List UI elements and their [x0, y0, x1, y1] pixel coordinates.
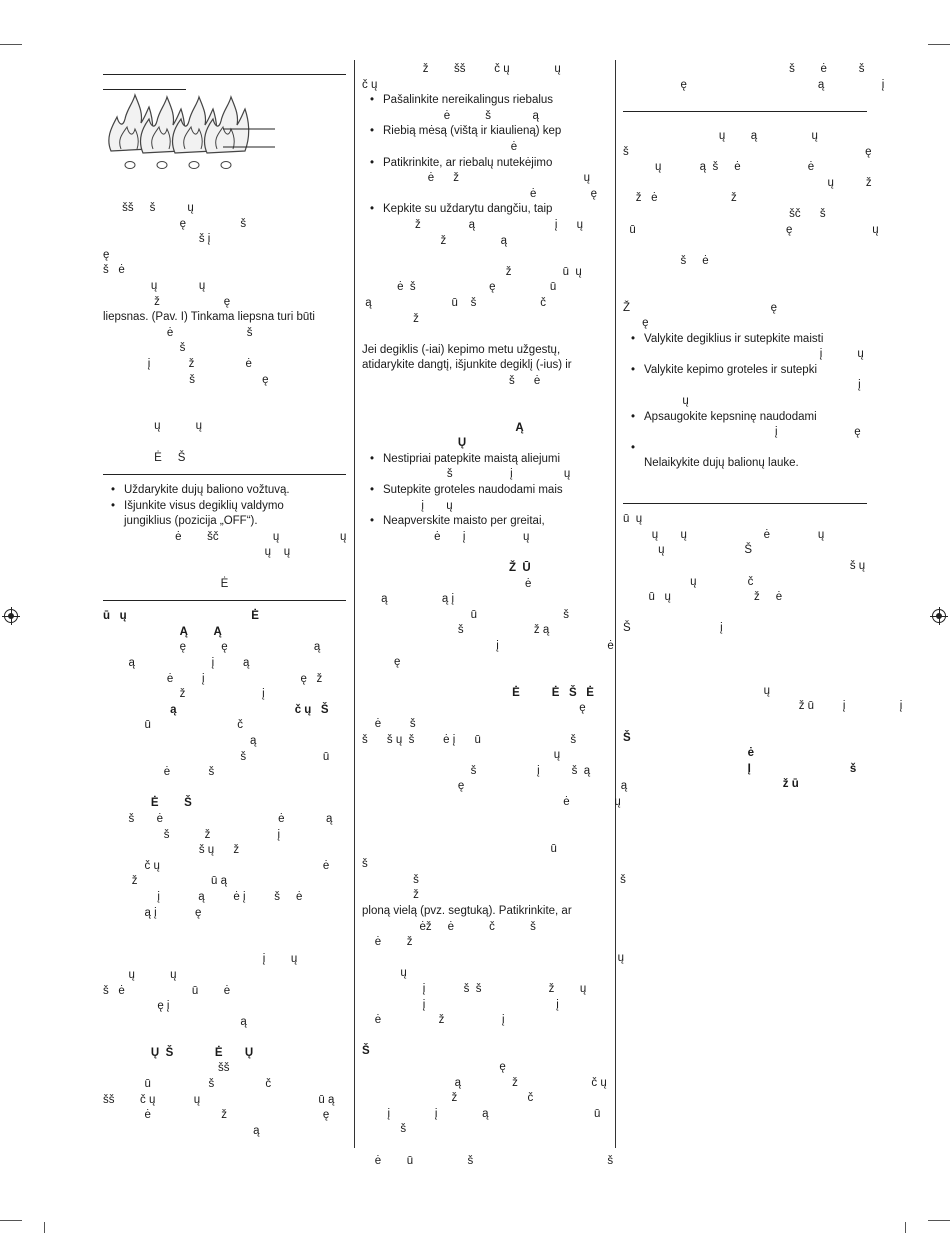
list-item	[362, 93, 609, 124]
list-item-line: • Patikrinkite, ar riebalų nutekėjimo	[383, 156, 553, 169]
text-line	[362, 826, 609, 842]
text-line: Ž Ū	[362, 562, 531, 574]
text-line: ž	[362, 312, 419, 325]
list-item-line: • Nelaikykite dujų balionų lauke.	[644, 457, 799, 470]
text-line: ū	[362, 842, 557, 855]
list-item-line: ž ą	[383, 234, 507, 247]
list-item-line: š į ų	[383, 468, 571, 481]
bullet-list	[623, 332, 867, 472]
text-line	[103, 921, 346, 937]
list-item	[623, 363, 867, 410]
list-item-line: • Valykite degiklius ir sutepkite maisti	[644, 332, 824, 345]
text-block	[362, 545, 628, 1169]
text-line: ploną vielą (pvz. segtuką). Patikrinkite, ar	[362, 905, 572, 918]
text-line: ų ą ų	[623, 129, 818, 142]
text-line: ę ą	[362, 780, 628, 793]
text-line: ę ę ą	[103, 641, 321, 654]
text-line: ę	[362, 702, 586, 715]
text-line	[362, 327, 609, 343]
list-item-line: ų ų	[124, 546, 291, 559]
list-item-line: • Neapverskite maisto per greitai,	[383, 515, 545, 528]
text-line: ą į ę	[103, 906, 202, 919]
text-line: ų	[362, 951, 625, 964]
text-line	[362, 389, 609, 405]
list-item-line: • Sutepkite groteles naudodami mais	[383, 484, 563, 497]
list-item-line: • Riebią mėsą (vištą ir kiaulieną) kep	[383, 125, 562, 138]
bullet-list	[103, 483, 346, 561]
text-line: ą ū š č	[362, 296, 547, 309]
list-item-line: į ų	[644, 348, 864, 361]
text-line: š ū	[103, 750, 330, 763]
centered-text	[103, 577, 346, 593]
text-line: š į š ą	[362, 764, 591, 777]
text-line: Ė Š	[103, 797, 192, 810]
text-line: ė š	[103, 766, 215, 779]
text-line: ą	[103, 1124, 260, 1137]
text-line: š ė	[623, 254, 709, 267]
column-divider	[354, 60, 355, 1148]
list-item-line: ė į ų	[383, 530, 530, 543]
list-item	[362, 202, 609, 249]
text-line: į į ą ū	[362, 1107, 601, 1120]
registration-mark-icon	[930, 607, 948, 625]
list-item-line: ė š ą	[383, 109, 539, 122]
text-block	[623, 82, 879, 332]
text-line: š ė š	[623, 63, 865, 75]
list-item-line	[644, 441, 867, 457]
text-line	[623, 238, 867, 254]
text-line: š ų ž	[103, 844, 240, 857]
text-line: Š	[623, 731, 631, 744]
text-line	[623, 715, 867, 731]
text-line: š	[103, 342, 186, 355]
text-line: ū ų ž ė	[623, 591, 783, 604]
list-item-line: ė šč ų ų	[124, 530, 347, 543]
text-block	[103, 609, 346, 1139]
text-line: ą ž č ų	[362, 1076, 607, 1089]
column-3	[623, 62, 903, 793]
list-item-line: į ę	[644, 426, 861, 439]
list-item-line: į ų	[383, 499, 453, 512]
list-item	[362, 514, 609, 545]
list-item	[362, 156, 609, 203]
text-line: ž ū į į	[623, 700, 903, 713]
crop-mark	[928, 44, 950, 45]
text-line: liepsnas. (Pav. I) Tinkama liepsna turi būti	[103, 311, 315, 324]
text-line: ė ū š š	[362, 1154, 614, 1167]
text-line: ėž ė č š	[362, 920, 536, 933]
list-item	[362, 483, 609, 514]
text-line: š ž ą	[362, 624, 550, 637]
section-rule	[103, 74, 346, 75]
text-line: Ų	[362, 437, 467, 450]
text-line: Ą Ą	[103, 625, 222, 638]
text-line: šš č ų ų ū ą	[103, 1093, 335, 1106]
text-line: ė	[623, 747, 755, 760]
text-line: šš	[103, 1062, 230, 1075]
list-item-line: • Uždarykite dujų baliono vožtuvą.	[124, 484, 290, 497]
text-line: š ė ū ė	[103, 984, 231, 997]
list-item	[623, 441, 867, 472]
text-block	[103, 201, 346, 435]
text-line: ų ą š ė ė	[623, 161, 815, 174]
text-line: Ė Š	[103, 451, 186, 464]
text-line: Š	[362, 1045, 370, 1058]
text-line	[623, 269, 867, 285]
list-item-line: • Pašalinkite nereikalingus riebalus	[383, 94, 554, 107]
text-line: ę ą į	[623, 78, 885, 91]
section-heading	[362, 389, 609, 451]
section-heading	[103, 451, 346, 467]
list-item-line: ė	[383, 140, 518, 153]
text-line	[362, 670, 609, 686]
text-line: ų	[362, 749, 561, 762]
text-line	[623, 653, 867, 669]
crop-mark	[928, 1220, 950, 1221]
text-line	[362, 1138, 609, 1154]
text-line: ž šš č ų ų	[362, 63, 561, 75]
text-line: Š į	[623, 622, 723, 635]
text-line: ū č	[103, 719, 243, 732]
text-line: Ų Š Ė Ų	[103, 1046, 254, 1059]
text-line	[362, 545, 609, 561]
column-1	[103, 62, 346, 1139]
text-line: į ė	[362, 639, 614, 652]
text-line: ą	[103, 735, 257, 747]
column-2	[362, 62, 628, 1169]
text-line: š š	[362, 873, 626, 886]
list-item	[103, 483, 346, 499]
text-line	[362, 405, 609, 421]
text-line: ų Š	[623, 544, 753, 557]
text-line: į ž ė	[103, 357, 252, 370]
text-line: ę į	[103, 1000, 170, 1013]
text-line: ė ų	[362, 795, 621, 808]
text-line: ę	[362, 1061, 506, 1073]
text-line: š ė ė ą	[103, 812, 333, 825]
text-line: č ų	[362, 78, 378, 91]
text-line	[623, 606, 867, 622]
text-line: ž ė ž	[623, 192, 737, 205]
text-line: ų ų ė ų	[623, 528, 825, 541]
text-line	[623, 113, 867, 129]
text-line: š ė	[103, 264, 125, 277]
crop-mark	[44, 1222, 45, 1233]
text-line: ė į ę ž	[103, 672, 323, 685]
text-line: š ė	[362, 374, 541, 387]
text-line: ę	[362, 655, 401, 668]
text-line	[103, 937, 346, 953]
text-line: į ą ė į š ė	[103, 890, 303, 903]
text-line: į ų	[103, 953, 298, 966]
text-line: ę	[103, 248, 110, 261]
text-line	[362, 249, 609, 265]
text-line: Ė Ė Š Ė	[362, 686, 594, 699]
text-line: č ų ė	[103, 859, 330, 872]
list-item	[103, 499, 346, 561]
list-item	[623, 410, 867, 441]
text-line: ę š	[103, 217, 247, 230]
list-item-line: • Nestipriai patepkite maistą aliejumi	[383, 452, 561, 465]
text-line: ą ą į	[362, 593, 455, 606]
text-line: ų ų	[103, 279, 206, 292]
text-line	[103, 388, 346, 404]
text-line: Ą	[362, 421, 524, 434]
crop-mark	[0, 44, 22, 45]
text-line: ą č ų Š	[103, 703, 329, 716]
text-line: ė ž ę	[103, 1109, 330, 1122]
text-line: ų	[362, 967, 407, 980]
text-line: ą	[103, 1015, 247, 1028]
text-line: š ę	[103, 373, 269, 386]
text-line	[362, 811, 609, 827]
text-line	[103, 1030, 346, 1046]
text-line: šš š ų	[103, 202, 194, 214]
text-line: ė š	[103, 326, 253, 339]
text-line: ų č	[623, 575, 754, 588]
list-item-line: ų	[644, 395, 689, 408]
bullet-list	[362, 93, 609, 249]
text-line: ž ū	[623, 778, 799, 791]
text-line: ė š	[362, 717, 416, 730]
text-line: š ę	[623, 145, 872, 158]
text-line: Į š	[623, 762, 857, 775]
list-item-line: ė ę	[383, 187, 598, 200]
text-block	[362, 249, 609, 327]
text-line	[362, 1029, 609, 1045]
text-line: ų ų	[103, 968, 177, 981]
text-block	[362, 62, 609, 93]
list-item-line: į	[644, 379, 861, 392]
text-line: ž ę	[103, 295, 231, 308]
list-item-line: • Kepkite su uždarytu dangčiu, taip	[383, 203, 553, 216]
text-line: atidarykite dangtį, išjunkite degiklį (-ius) ir	[362, 359, 572, 372]
list-item-line: • Išjunkite visus degiklių valdymo	[124, 499, 284, 512]
text-line: ž ū ą	[103, 875, 227, 888]
flame-figure	[103, 89, 346, 181]
text-line: Jei degiklis (-iai) kepimo metu užgestų,	[362, 343, 561, 356]
list-item	[623, 332, 867, 363]
text-line: ž	[362, 889, 419, 902]
text-line: ū ų Ė	[103, 610, 259, 623]
registration-mark-icon	[2, 607, 20, 625]
text-line: ą į ą	[103, 657, 250, 670]
text-line: ž č	[362, 1092, 534, 1105]
text-line	[623, 285, 867, 301]
text-line: Ė	[220, 577, 229, 590]
crop-mark	[905, 1222, 906, 1233]
text-line: ė	[362, 577, 532, 590]
text-line: ū š č	[103, 1078, 272, 1091]
text-line: š š ų š ė į ū š	[362, 733, 577, 746]
text-line	[103, 781, 346, 797]
text-line: ū ę ų	[623, 223, 879, 236]
text-line: ų ų	[103, 420, 203, 433]
text-block	[623, 512, 903, 793]
text-line	[623, 98, 867, 114]
text-line: Ž ę	[623, 301, 778, 314]
text-line: ų	[623, 684, 770, 697]
list-item	[362, 124, 609, 155]
text-line: ž ū ų	[362, 265, 582, 278]
text-line: šč š	[623, 207, 826, 220]
text-line: ė ž į	[362, 1014, 505, 1027]
bullet-list	[362, 452, 609, 546]
text-line: į š š ž ų	[362, 983, 587, 996]
text-block	[623, 62, 885, 93]
list-item-line: jungiklius (pozicija „OFF“).	[124, 515, 258, 528]
text-line	[103, 404, 346, 420]
crop-mark	[0, 1220, 22, 1221]
text-line: š ų	[623, 560, 866, 572]
text-line: ū ų	[623, 513, 643, 526]
text-line: š	[362, 858, 368, 871]
text-line: š ž į	[103, 828, 281, 841]
column-divider	[615, 60, 616, 1148]
text-line	[623, 668, 867, 684]
list-item-line: ė ž ų	[383, 172, 591, 185]
text-line: ė š ę ū	[362, 281, 557, 294]
list-item-line: • Valykite kepimo groteles ir sutepki	[644, 363, 817, 376]
text-line: ž į	[103, 688, 265, 701]
list-item	[362, 452, 609, 483]
text-line: š į	[103, 233, 211, 246]
text-line: ų ž	[623, 176, 872, 189]
text-line: ę	[623, 317, 649, 330]
text-line	[623, 637, 867, 653]
text-line: ė ž	[362, 936, 413, 949]
text-block	[362, 327, 609, 389]
text-line: į į	[362, 998, 559, 1011]
text-line: ū š	[362, 608, 570, 621]
flame-illustration-icon	[103, 89, 346, 181]
list-item-line: ž ą į ų	[383, 218, 584, 231]
list-item-line: • Apsaugokite kepsninę naudodami	[644, 410, 817, 423]
text-line: š	[362, 1123, 407, 1136]
